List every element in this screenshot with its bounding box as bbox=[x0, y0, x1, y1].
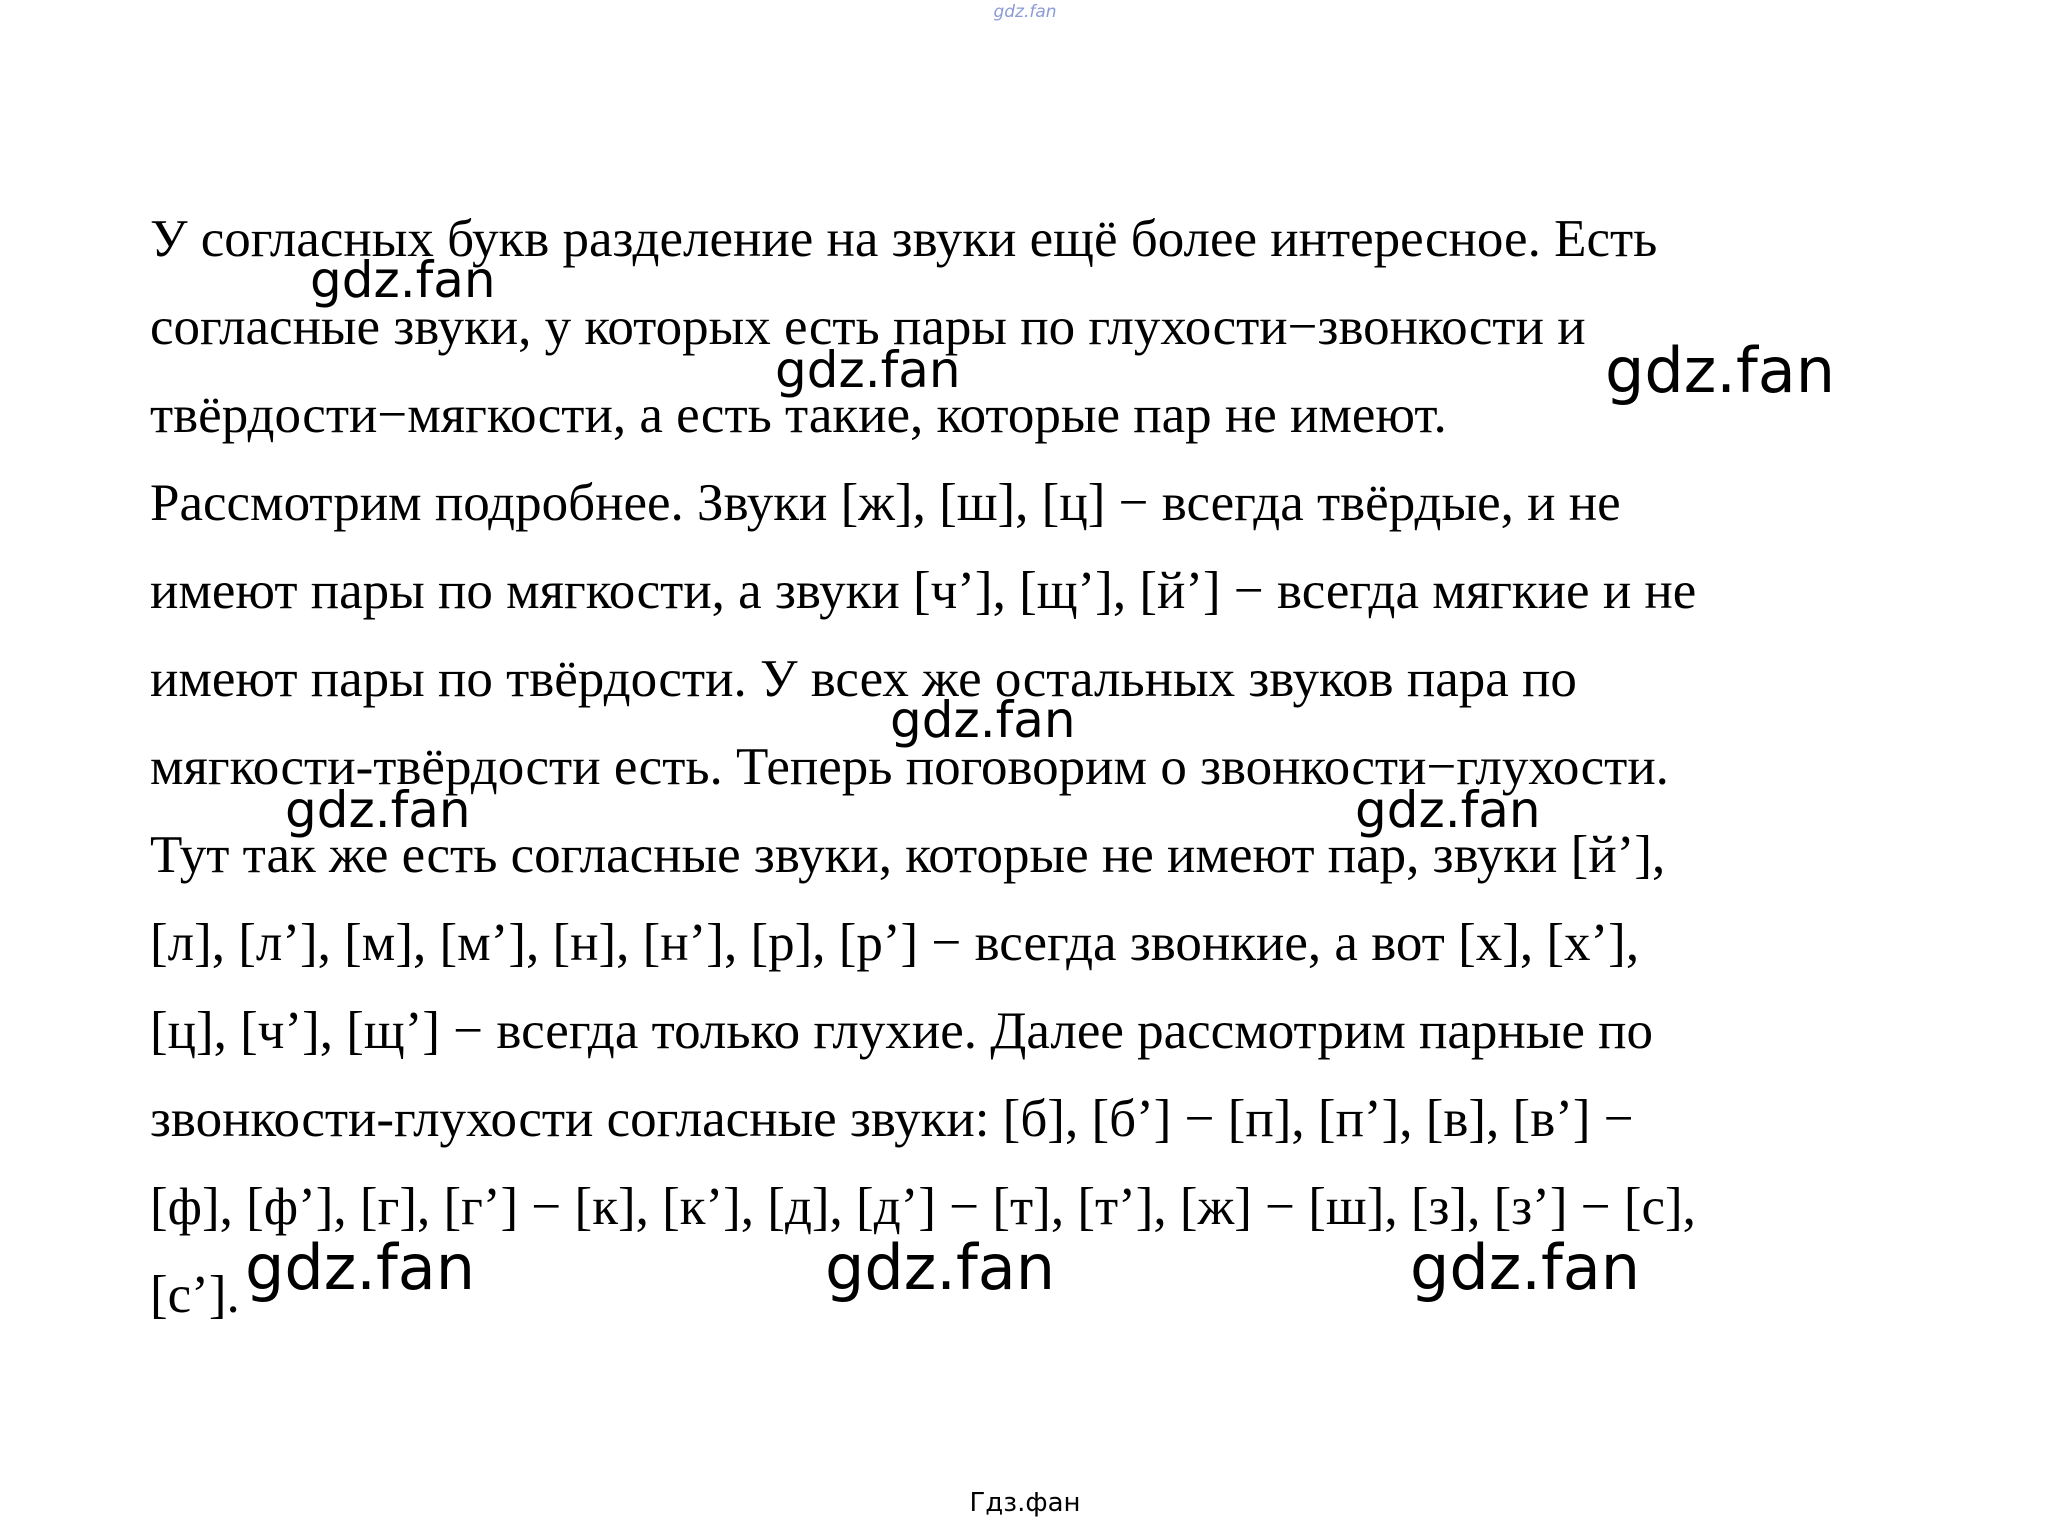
text-line: [с’]. bbox=[150, 1266, 240, 1324]
text-line: согласные звуки, у которых есть пары по глухости−звонкости и bbox=[150, 298, 1586, 356]
watermark: gdz.fan bbox=[775, 341, 961, 399]
footer-watermark: Гдз.фан bbox=[969, 1488, 1081, 1518]
text-line: имеют пары по твёрдости. У всех же остальных звуков пара по bbox=[150, 650, 1577, 708]
header-watermark: gdz.fan bbox=[993, 2, 1057, 22]
watermark: gdz.fan bbox=[310, 251, 496, 309]
watermark: gdz.fan bbox=[1605, 334, 1836, 407]
text-line: [ф], [ф’], [г], [г’] − [к], [к’], [д], [д’] − [т], [т’], [ж] − [ш], [з], [з’] − [с], bbox=[150, 1178, 1696, 1236]
watermark: gdz.fan bbox=[890, 691, 1076, 749]
text-line: имеют пары по мягкости, а звуки [ч’], [щ’], [й’] − всегда мягкие и не bbox=[150, 562, 1697, 620]
text-line: звонкости-глухости согласные звуки: [б], [б’] − [п], [п’], [в], [в’] − bbox=[150, 1090, 1634, 1148]
watermark: gdz.fan bbox=[245, 1231, 476, 1304]
text-line: твёрдости−мягкости, а есть такие, которые пар не имеют. bbox=[150, 386, 1447, 444]
watermark: gdz.fan bbox=[1355, 781, 1541, 839]
text-line: У согласных букв разделение на звуки ещё более интересное. Есть bbox=[150, 210, 1658, 268]
text-line: Тут так же есть согласные звуки, которые не имеют пар, звуки [й’], bbox=[150, 826, 1666, 884]
watermark: gdz.fan bbox=[285, 781, 471, 839]
watermark: gdz.fan bbox=[1410, 1231, 1641, 1304]
text-line: [ц], [ч’], [щ’] − всегда только глухие. Далее рассмотрим парные по bbox=[150, 1002, 1653, 1060]
text-line: мягкости-твёрдости есть. Теперь поговорим о звонкости−глухости. bbox=[150, 738, 1669, 796]
text-line: [л], [л’], [м], [м’], [н], [н’], [р], [р’] − всегда звонкие, а вот [х], [х’], bbox=[150, 914, 1640, 972]
watermark: gdz.fan bbox=[825, 1231, 1056, 1304]
text-line: Рассмотрим подробнее. Звуки [ж], [ш], [ц] − всегда твёрдые, и не bbox=[150, 474, 1621, 532]
